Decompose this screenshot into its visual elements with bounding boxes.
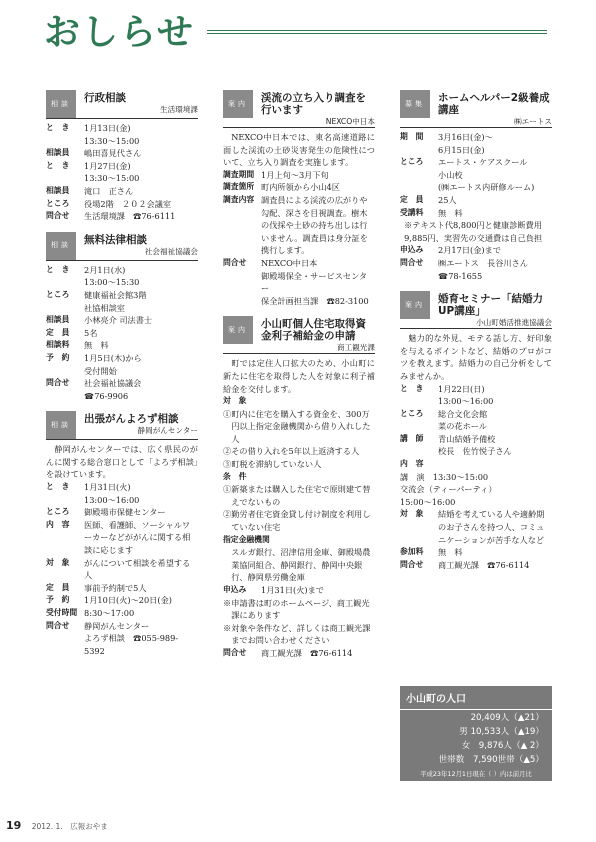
taisho-item: ①町内に住宅を購入する資金を、300万円以上指定金融機関から借り入れした人 [223,408,371,444]
page-number: 19 [6,819,22,832]
detail-row [223,295,375,308]
contact-row [223,647,375,660]
detail-row [223,194,375,257]
notice-gan [46,411,198,657]
row-label: ところ [400,408,424,418]
detail-row [223,181,375,194]
detail-list [400,383,552,459]
taisho-list [223,408,375,471]
row-label [400,445,438,458]
detail-row [46,607,198,620]
detail-row [400,383,552,396]
detail-row [46,390,198,403]
row-value: ☎78-1655 [438,270,483,281]
population-row: 20,409人（▲21） [470,713,544,723]
detail-row [46,160,198,173]
detail-row [46,506,198,519]
row-label [46,135,84,148]
notice-title: 無料法律相談 [84,233,147,246]
cost-note: ※テキスト代8,800円と健康診断費用9,885円、実習先の交通費は自己負担 [404,220,543,243]
population-note: 平成23年12月1日現在（ ）内は前月比 [420,770,532,778]
row-label: 受講料 [400,207,424,217]
row-value: 1月22日(日) [438,383,485,394]
detail-row [400,508,552,546]
notice-konkatsu [400,291,552,571]
detail-row [46,147,198,160]
notice-title: 婚育セミナー「結婚力UP講座」 [438,293,543,318]
row-value: 社協相談室 [84,302,125,313]
joken-item: ②勤労者住宅資金貸し付け制度を利用していない住宅 [223,509,371,533]
detail-row [400,144,552,157]
row-value: ☎76-9906 [84,390,129,401]
notice-houritsu [46,232,198,403]
row-value: 商工観光課 ☎76-6114 [261,647,353,658]
title-rule [207,30,547,34]
detail-row [46,632,198,657]
row-value: 菜の花ホール [438,421,487,432]
row-value: 2月17日(金)まで [438,245,501,256]
row-value: 青山結婚予備校 [438,433,496,444]
row-label: ところ [46,198,70,208]
detail-row [46,620,198,633]
row-label [400,181,438,194]
bank-list: スルガ銀行、沼津信用金庫、御殿場農業協同組合、静岡銀行、静岡中央銀行、静岡県労働金庫 [231,547,371,583]
row-value: 無 料 [438,207,463,218]
row-value: 社会福祉協議会 [84,378,142,389]
row-value: 13:00～16:00 [84,494,140,505]
row-label [400,144,438,157]
notice-header [46,232,198,261]
row-label: 講 師 [400,433,424,443]
detail-row [46,302,198,315]
row-label: と き [46,160,70,170]
row-value: 静岡がんセンター [84,620,150,631]
detail-row [400,181,552,194]
row-label [46,276,84,289]
detail-row [400,194,552,207]
row-value: 13:30～15:00 [84,173,140,184]
notice-intro: 魅力的な外見、モテる話し方、好印象を与えるポイントなど、結婚のプロがコツを教えます。結婚力の自己分析をしてみませんか。 [400,333,552,381]
row-label: ところ [46,507,70,517]
row-label: と き [46,482,70,492]
row-value: 5名 [84,327,98,338]
detail-row [46,352,198,365]
detail-row [46,122,198,135]
category-tag: 相談 [46,411,76,439]
detail-row [400,433,552,446]
row-value: 1月5日(木)から [84,352,142,363]
row-label: 調査箇所 [223,182,255,192]
row-value: 結婚を考えている人や適齢期のお子さんを持つ人、コミュニケーションが苦手な人など [438,509,545,545]
row-label: 申込み [400,245,424,255]
row-value: 2月1日(水) [84,264,126,275]
row-label: 参加料 [400,547,424,557]
detail-row [46,172,198,185]
detail-row [46,582,198,595]
row-label: 相談員 [46,185,70,195]
row-label: 申込み [223,585,247,594]
notice-header [46,90,198,119]
row-label: 相談料 [46,340,70,350]
subheading-naiyo: 内 容 [400,459,424,469]
subheading-taisho: 対 象 [223,396,247,406]
detail-list [400,131,552,219]
row-value: 小山校 [438,169,463,180]
notice-header [223,316,375,354]
notice-org: 静岡がんセンター [137,426,198,436]
detail-row [400,395,552,408]
row-label: と き [46,123,70,132]
notice-header [223,90,375,128]
note-item: ※対象や条件など、詳しくは商工観光課までお問い合わせください [223,622,371,646]
notice-intro: NEXCO中日本では、東名高速道路に面した渓流の土砂災害発生の危険性について、立ち入り調査を実施します。 [223,132,375,168]
detail-row [400,244,552,257]
notice-keiryu [223,90,375,307]
row-value: 町内所領から小山4区 [261,182,340,193]
category-tag: 案内 [223,316,253,344]
column-3 [400,90,552,580]
row-value: 13:00～15:30 [84,277,140,288]
row-value: 受付開始 [84,365,117,376]
row-label [223,295,261,308]
detail-row [46,198,198,211]
subheading-joken: 条 件 [223,471,247,481]
detail-row [223,270,375,295]
row-value: 6月15日(金) [438,144,485,155]
row-value: 小林亮介 司法書士 [84,315,153,326]
detail-row [400,445,552,458]
row-label: 調査内容 [223,194,255,204]
notice-org: 社会福祉協議会 [144,246,198,256]
taisho-item: ③町税を滞納していない人 [223,459,322,470]
column-1 [46,90,198,666]
row-label [223,270,261,295]
row-label [46,302,84,315]
row-value: 調査員による渓流の広がりや勾配、深さを目視調査。樹木の伐採や土砂の持ち出しは行いません。調査員は身分証を携行します。 [261,194,368,256]
detail-row [46,519,198,557]
notice-helper [400,90,552,282]
naiyo-list [400,471,552,509]
detail-row [46,289,198,302]
row-label: 予 約 [46,352,70,362]
population-row: 世帯数 7,590世帯（▲5） [438,755,544,765]
row-label: 問合せ [46,378,70,388]
detail-row [400,156,552,169]
row-label: ところ [46,289,70,299]
row-label: ところ [400,157,424,167]
joken-list [223,483,375,533]
row-value: 嶋田喜見代さん [84,148,142,159]
notice-header [400,291,552,329]
detail-row [46,185,198,198]
row-value: よろず相談 ☎055-989-5392 [84,633,179,656]
row-value: 13:30～15:00 [84,135,140,146]
category-tag: 案内 [223,90,253,118]
notes-list [223,597,375,647]
detail-list [400,244,552,282]
category-tag: 相談 [46,232,76,260]
detail-list [46,264,198,403]
detail-row [46,481,198,494]
page-title: おしらせ [44,12,195,53]
row-label: 定 員 [46,582,70,592]
population-row: 男 10,533人（▲19） [459,727,544,737]
row-value: 保全計画担当課 ☎82-3100 [261,295,369,306]
row-label: 内 容 [46,519,70,529]
detail-row [46,264,198,277]
row-label [46,632,84,657]
row-label: 予 約 [46,595,70,605]
notice-org: 小山町婚活推進協議会 [476,318,552,328]
notice-intro: 町では定住人口拡大のため、小山町に新たに住宅を取得した人を対象に利子補給金を交付します。 [223,358,375,394]
row-value: 13:00～16:00 [438,396,494,407]
notice-org: ㈱エートス [514,117,552,126]
row-label: 受付時間 [46,608,78,617]
row-value: NEXCO中日本 [261,257,318,268]
detail-row [400,207,552,220]
notice-title: 出張がんよろず相談 [84,413,179,426]
category-tag: 案内 [400,291,430,319]
row-value: 御殿場市保健センター [84,507,166,518]
row-label: 問合せ [400,257,424,267]
detail-row [46,365,198,378]
row-value: 滝口 正さん [84,185,134,196]
detail-row [46,377,198,390]
detail-row [400,131,552,144]
detail-row [46,494,198,507]
page-footer [6,819,108,832]
population-box [400,686,552,781]
row-value: 医師、看護師、ソーシャルワーカーなどががんに関する相談に応じます [84,519,191,556]
issue-label: 2012. 1. 広報おやま [31,822,108,831]
row-value: 事前予約制で5人 [84,582,147,593]
row-label [46,390,84,403]
taisho-item: ②その借り入れを5年以上返済する人 [223,446,360,457]
row-value: ㈱エートス 長谷川さん [438,257,528,268]
row-label: 調査期間 [223,169,255,179]
detail-list [223,584,375,597]
row-label: 対 象 [46,557,70,567]
row-label [400,420,438,433]
population-stats [400,710,552,766]
naiyo-item: 交流会（ティーパーティ） [400,484,497,495]
detail-row [400,546,552,559]
row-value: 1月31日(火)まで [261,585,324,595]
notice-intro: 静岡がんセンターでは、広く県民のがんに関する総合窓口として「よろず相談」を設けています。 [46,444,198,480]
notice-org: NEXCO中日本 [325,117,375,126]
row-label: と き [46,264,70,274]
row-label: 問合せ [223,257,247,267]
row-label [46,365,84,378]
detail-row [46,594,198,607]
category-tag: 相談 [46,90,76,118]
notice-header [46,411,198,440]
row-value: 1月31日(火) [84,482,131,493]
detail-row [400,420,552,433]
row-value: 1月10日(火)～20日(金) [84,595,172,606]
notice-org: 商工観光課 [337,343,375,353]
detail-list [46,122,198,223]
row-value: 総合文化会館 [438,408,488,419]
row-label [400,395,438,408]
detail-row [46,314,198,327]
row-value: 1月13日(金) [84,123,131,133]
notice-title: 小山町個人住宅取得資金利子補給金の申請 [261,318,366,343]
row-value: 御殿場保全・サービスセンター [261,270,368,294]
detail-row [400,169,552,182]
notice-title: 行政相談 [84,92,126,104]
row-value: 校長 佐竹悦子さん [438,446,512,457]
notice-gyosei [46,90,198,223]
detail-row [46,557,198,582]
detail-row [223,257,375,270]
detail-row [46,327,198,340]
note-item: ※申請書は町のホームページ、商工観光課にあります [223,597,370,621]
row-label [400,270,438,283]
row-label: 定 員 [400,194,424,204]
row-label: 相談員 [46,148,70,158]
notice-org: 生活環境課 [160,105,198,114]
row-label: 問合せ [46,620,70,630]
row-value: 無 料 [84,340,109,351]
row-value: 25人 [438,194,457,205]
row-value: 生活環境課 ☎76-6111 [84,211,176,222]
row-value: 無 料 [438,547,463,558]
row-label [46,494,84,507]
row-value: 1月上旬～3月下旬 [261,169,329,180]
row-value: エートス・ケアスクール [438,157,528,168]
row-label: 相談員 [46,315,70,325]
notice-jutaku [223,316,375,659]
detail-row [46,135,198,148]
row-label: 期 間 [400,132,424,141]
row-value: がんについて相談を希望する人 [84,557,191,581]
row-value: 1月27日(金) [84,160,131,171]
population-title: 小山町の人口 [400,686,552,710]
detail-row [46,339,198,352]
detail-row [400,408,552,421]
population-row: 女 9,876人（▲ 2） [461,741,544,751]
detail-row [400,559,552,572]
row-value: 役場2階 ２０２会議室 [84,198,172,209]
row-value: 健康福祉会館3階 [84,289,147,300]
detail-row [400,257,552,270]
row-value: 3月16日(金)～ [438,132,493,142]
row-label: 問合せ [46,211,70,221]
row-label: と き [400,383,424,393]
naiyo-item: 講 演 13:30～15:00 [400,471,489,482]
naiyo-item: 15:00～16:00 [400,496,456,507]
notice-title: 渓流の立ち入り調査を行います [261,92,366,116]
notice-title: ホームヘルパー2級養成講座 [438,92,550,116]
detail-list [223,169,375,308]
column-2 [223,90,375,669]
detail-list [400,508,552,571]
row-label: 定 員 [46,327,70,337]
detail-row [223,584,375,597]
subheading-kikan: 指定金融機関 [223,534,270,544]
detail-list [46,481,198,657]
detail-row [223,169,375,182]
detail-row [46,210,198,223]
row-value: 8:30～17:00 [84,608,135,618]
row-label [400,169,438,182]
row-value: (㈱エートス内研修ルーム) [438,182,535,193]
notice-header [400,90,552,128]
category-tag: 募集 [400,90,430,118]
row-label [46,172,84,185]
detail-row [400,270,552,283]
row-label: 対 象 [400,509,424,519]
row-value: 商工観光課 ☎76-6114 [438,559,530,570]
joken-item: ①新築または購入した住宅で原則建て替えでないもの [223,484,371,507]
detail-row [46,276,198,289]
row-label: 問合せ [223,647,247,657]
row-label: 問合せ [400,559,424,569]
